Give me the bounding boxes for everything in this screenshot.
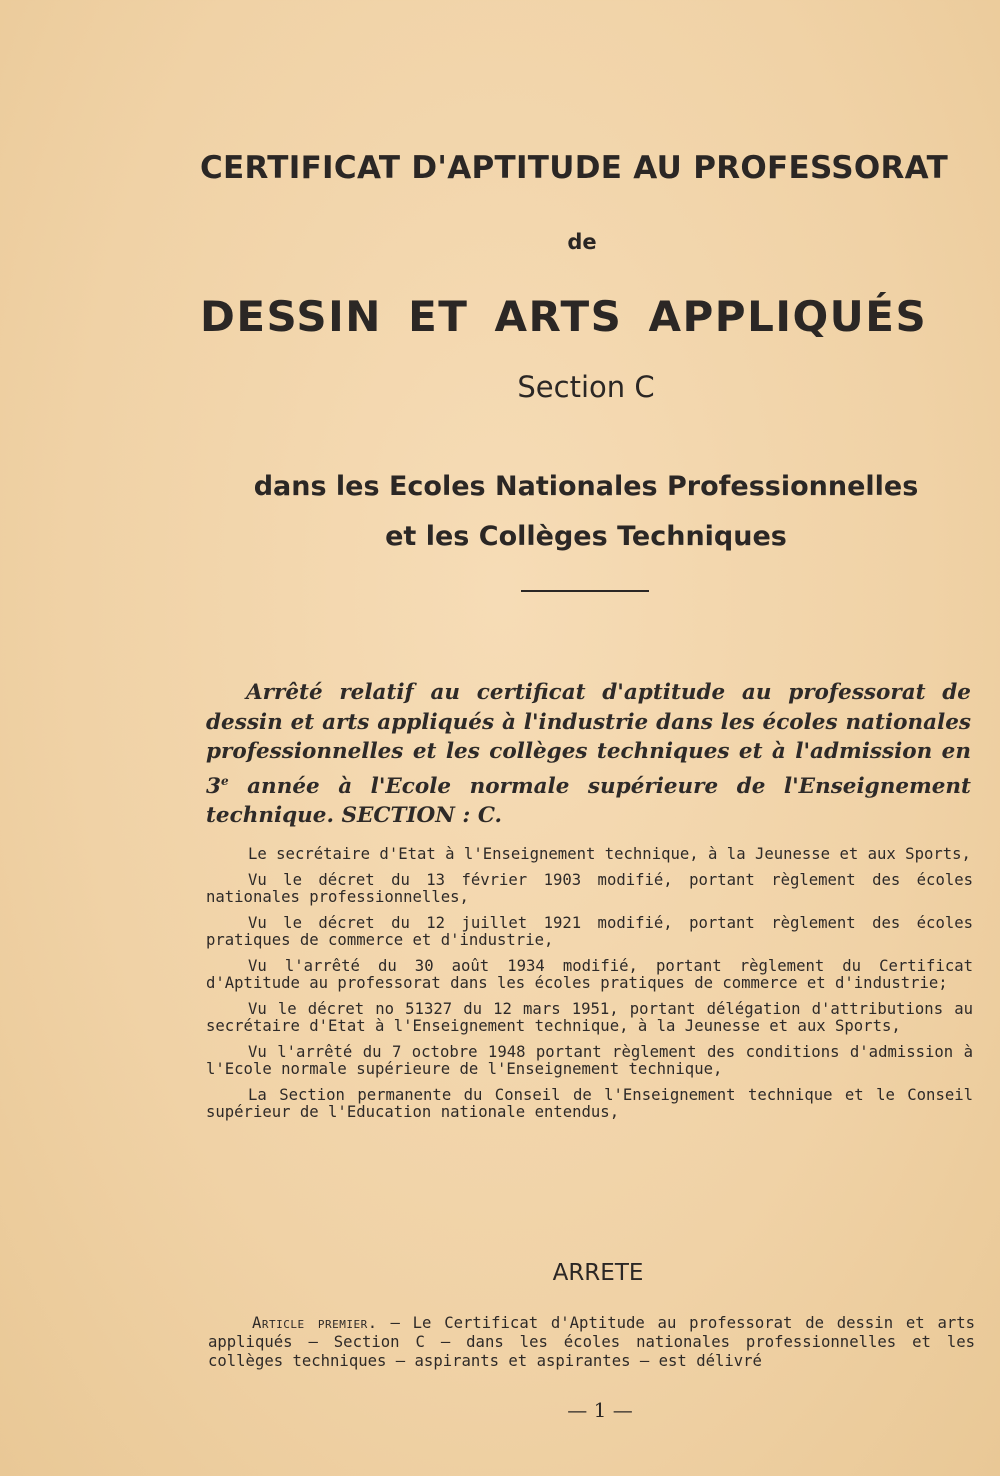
preamble <box>206 846 973 1130</box>
article-text: — Le Certificat d'Aptitude au professorat de dessin et arts appliqués — Section C — dans les écoles nationales professionnelles et les collèges techniques — aspirants et aspirantes — est délivré <box>208 1314 975 1370</box>
section-label: Section C <box>517 370 655 404</box>
arrete-intro <box>206 678 971 831</box>
preamble-paragraph: Le secrétaire d'Etat à l'Enseignement technique, à la Jeunesse et aux Sports, <box>248 845 971 863</box>
preamble-paragraph: Vu le décret no 51327 du 12 mars 1951, portant délégation d'attributions au secrétaire d'Etat à l'Enseignement technique, à la Jeunesse et aux Sports, <box>206 999 973 1035</box>
intro-text: Arrêté relatif au certificat d'aptitude au professorat de dessin et arts appliqués à l'industrie dans les écoles nationales professionnelles et les collèges techniques et à l'admission en 3 <box>206 680 971 799</box>
divider-rule <box>521 590 649 592</box>
title-line-1: CERTIFICAT D'APTITUDE AU PROFESSORAT <box>200 150 949 186</box>
article-label: Article premier. <box>252 1314 378 1332</box>
article-premier <box>208 1314 975 1371</box>
title-connector: de <box>567 230 597 254</box>
preamble-paragraph: Vu le décret du 12 juillet 1921 modifié, portant règlement des écoles pratiques de commerce et d'industrie, <box>206 913 973 949</box>
preamble-paragraph: Vu l'arrêté du 30 août 1934 modifié, portant règlement du Certificat d'Aptitude au professorat dans les écoles pratiques de commerce et d'industrie; <box>206 956 973 992</box>
preamble-paragraph: La Section permanente du Conseil de l'Enseignement technique et le Conseil supérieur de l'Education nationale entendus, <box>206 1085 973 1121</box>
preamble-paragraph: Vu l'arrêté du 7 octobre 1948 portant règlement des conditions d'admission à l'Ecole normale supérieure de l'Enseignement technique, <box>206 1042 973 1078</box>
intro-text-end: année à l'Ecole normale supérieure de l'Enseignement technique. SECTION : C. <box>206 773 971 829</box>
subtitle-line-2: et les Collèges Techniques <box>385 521 787 552</box>
subtitle <box>0 462 1000 562</box>
preamble-paragraph: Vu le décret du 13 février 1903 modifié, portant règlement des écoles nationales professionnelles, <box>206 870 973 906</box>
page-number: — 1 — <box>567 1398 633 1422</box>
subtitle-line-1: dans les Ecoles Nationales Professionnelles <box>253 471 919 502</box>
arrete-heading: ARRETE <box>552 1260 644 1286</box>
intro-superscript: e <box>220 773 229 788</box>
title-line-2: DESSIN ET ARTS APPLIQUÉS <box>200 292 928 341</box>
